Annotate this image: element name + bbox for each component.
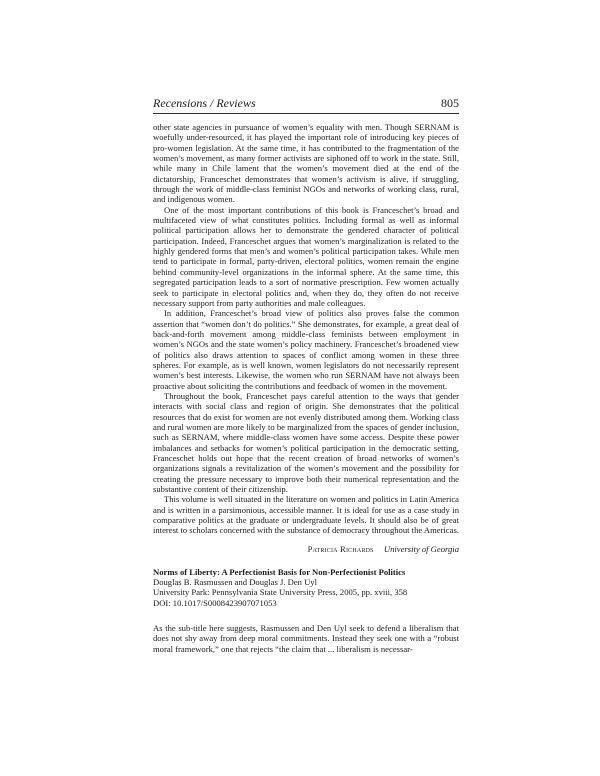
reviewer-signature (153, 544, 459, 554)
paragraph: Throughout the book, Franceschet pays careful attention to the ways that gender interacts with social class and region of origin. She demonstrates that the political resources that do exist for women are not evenly distributed among them. Working class and rural women are more likely to be marginalized from the spaces of gender inclusion, such as SERNAM, where middle-class women have some access. Despite these power imbalances and setbacks for women’s political participation in the democratic setting, Franceschet holds out hope that the recent creation of broad networks of women’s organizations signals a revitalization of the women’s movement and the possibility for creating the pressure necessary to improve both their numerical representation and the substantive content of their citizenship. (153, 390, 459, 495)
paragraph: This volume is well situated in the literature on women and politics in Latin America and is written in a parsimonious, accessible manner. It is ideal for use as a case study in comparative politics at the graduate or undergraduate levels. It should also be of great interest to scholars concerned with the substance of democracy throughout the Americas. (153, 494, 459, 536)
page-number: 805 (441, 96, 459, 110)
book-authors: Douglas B. Rasmussen and Douglas J. Den Uyl (153, 577, 317, 588)
running-head: Recensions / Reviews (153, 96, 256, 110)
paragraph: One of the most important contributions of this book is Franceschet’s broad and multifaceted view of what constitutes politics. Including formal as well as informal political participation allows her to demonstrate the gendered character of political participation. Indeed, Franceschet argues that women’s marginalization is related to the highly gendered forms that men’s and women’s political participation takes. While men tend to participate in formal, party-driven, electoral politics, women remain the engine behind community-level organizations in the informal sphere. At the same time, this segregated participation leads to a sort of normative prescription. Few women actually seek to participate in electoral politics and, when they do, they often do not receive necessary support from party authorities and male colleagues. (153, 204, 459, 308)
review-heading (153, 567, 459, 608)
paragraph: In addition, Franceschet’s broad view of politics also proves false the common assertion that “women don’t do politics.” She demonstrates, for example, a great deal of back-and-forth movement among middle-class feminists between employment in women’s NGOs and the state women’s policy machinery. Franceschet’s broadened view of politics also draws attention to spaces of conflict among women in these three spheres. For example, as is well known, women legislators do not necessarily represent women’s best interests. Likewise, the women who run SERNAM have not always been proactive about soliciting the contributions and feedback of women in the movement. (153, 308, 459, 391)
reviewer-name: Patricia Richards (307, 543, 374, 554)
page-header (153, 96, 459, 111)
book-publisher: University Park: Pennsylvania State University Press, 2005, pp. xviii, 358 (153, 587, 408, 598)
book-doi: DOI: 10.1017/S0008423907071053 (153, 597, 277, 608)
book-title: Norms of Liberty: A Perfectionist Basis for Non-Perfectionist Politics (153, 566, 406, 577)
page-body (153, 122, 459, 654)
review-opening-paragraph: As the sub-title here suggests, Rasmussen and Den Uyl seek to defend a liberalism that does not shy away from deep moral commitments. Instead they seek one with a “robust moral framework,” one that rejects “the claim that ... liberalism is necessar- (153, 623, 459, 654)
reviewer-affiliation: University of Georgia (383, 543, 459, 554)
paragraph-continued: other state agencies in pursuance of women’s equality with men. Though SERNAM is woefully under-resourced, it has played the important role of introducing key pieces of pro-women legislation. At the same time, it has contributed to the fragmentation of the women’s movement, as many former activists are siphoned off to work in the state. Still, while many in Chile lament that the women’s movement died at the end of the dictatorship, Franceschet demonstrates that women’s activism is alive, if struggling, through the work of middle-class feminist NGOs and networks of working class, rural, and indigenous women. (153, 122, 459, 205)
header-rule (153, 113, 459, 114)
